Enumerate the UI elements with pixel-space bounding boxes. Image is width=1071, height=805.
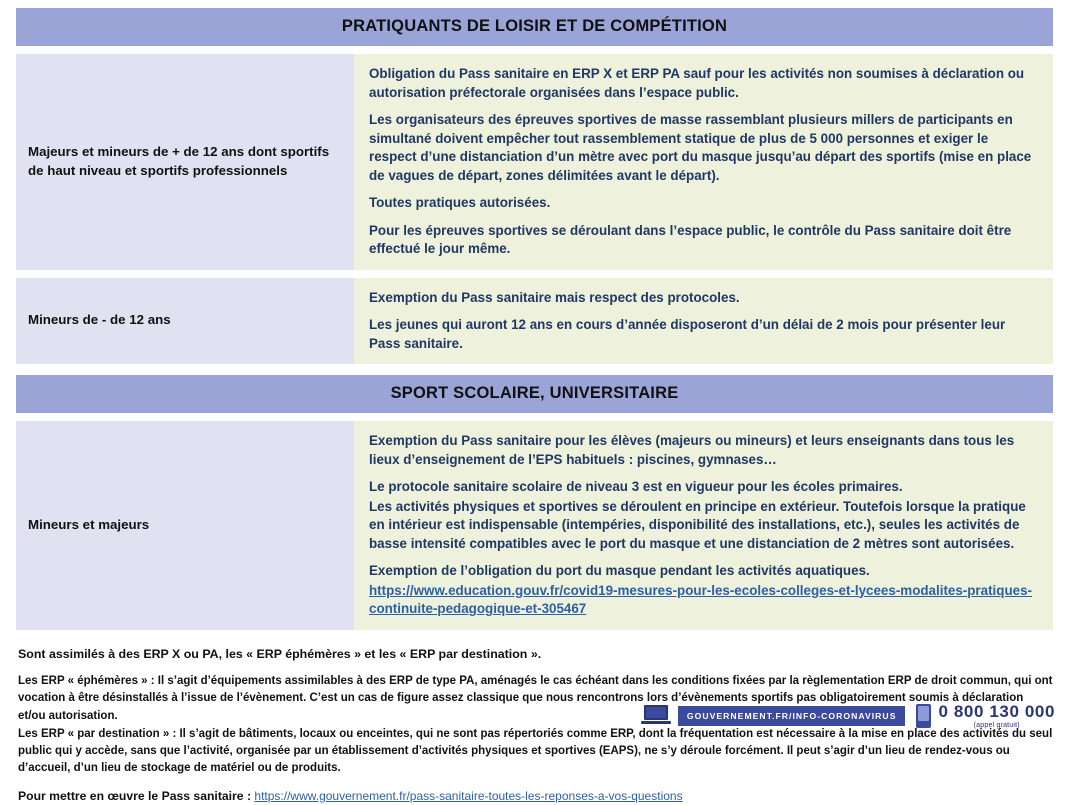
row-label-cell [16, 278, 354, 365]
row-content-cell [354, 54, 1053, 270]
content-paragraph: Exemption du Pass sanitaire mais respect des protocoles. [369, 289, 740, 305]
footer-paragraph-destination: Les ERP « par destination » : Il s’agit de bâtiments, locaux ou enceintes, qui ne sont pas répertoriés comme ERP, dont la fréquentation est nécessaire à la mise en place des activités du seul public qui y accède, sans que l’activité, organisée par un établissement d’activités physiques et sportives (EAPS), ne s’y déroule forcément. Il peut s’agir d’un lieu de rendez-vous ou d’accueil, d’un lieu de stockage de matériel ou de produits. [18, 727, 1053, 775]
content-paragraph: Toutes pratiques autorisées. [369, 195, 551, 210]
section-band-sport-scolaire: SPORT SCOLAIRE, UNIVERSITAIRE [16, 375, 1053, 413]
table-row [16, 278, 1053, 365]
education-gouv-link[interactable]: https://www.education.gouv.fr/covid19-mesures-pour-les-ecoles-colleges-et-lycees-modalites-pratiques-continuite-pedagogique-et-305467 [369, 582, 1032, 616]
row-content-cell [354, 421, 1053, 630]
section-gap [16, 364, 1053, 375]
smartphone-icon [916, 704, 931, 728]
footer-paragraph-ephemeres: Les ERP « éphémères » : Il s’agit d’équipements assimilables à des ERP de type PA, aménagés le cas échéant dans les conditions fixées par la règlementation ERP de droit commun, qui ont vocation à être désinstallés à l’issue de l’évènement. C’est un cas de figure assez classique que nous rencontrons lors d’évènements sportifs pas obligatoirement soumis à déclaration et/ou autorisation. [18, 675, 1053, 722]
row-label-cell [16, 54, 354, 270]
footer-lead: Sont assimilés à des ERP X ou PA, les « ERP éphémères » et les « ERP par destination ». [18, 646, 542, 661]
content-paragraph: Le protocole sanitaire scolaire de niveau 3 est en vigueur pour les écoles primaires. [369, 479, 903, 494]
row-gap [16, 46, 1053, 54]
row-label: Mineurs et majeurs [28, 516, 150, 532]
content-paragraph: Les activités physiques et sportives se déroulent en principe en extérieur. Toutefois lorsque la pratique en intérieur est indispensable (intempéries, disponibilité des installations, etc.), seules les activités de basse intensité compatibles avec le port du masque et une distanciation de 2 mètres sont autorisées. [369, 498, 1026, 551]
laptop-icon [641, 705, 671, 727]
content-paragraph: Les organisateurs des épreuves sportives de masse rassemblant plusieurs millers de participants en simultané doivent empêcher tout rassemblement statique de plus de 5 000 personnes et exiger le respect d’une distanciation d’un mètre avec port du masque jusqu’au départ des sportifs (mise en place de vagues de départ, zones délimitées avant le départ). [369, 112, 1032, 183]
phone-number-note: (appel gratuit) [973, 722, 1020, 729]
content-link-paragraph [369, 582, 1039, 619]
footer-final-line [18, 788, 1053, 805]
row-label-cell [16, 421, 354, 630]
row-label: Majeurs et mineurs de + de 12 ans dont sportifs de haut niveau et sportifs professionnels [28, 143, 330, 178]
table-row [16, 54, 1053, 270]
phone-number: 0 800 130 000 [938, 702, 1055, 721]
table-row [16, 421, 1053, 630]
content-paragraph: Pour les épreuves sportives se déroulant dans l’espace public, le contrôle du Pass sanitaire doit être effectué le jour même. [369, 222, 1012, 256]
section-band-loisir-competition: PRATIQUANTS DE LOISIR ET DE COMPÉTITION [16, 8, 1053, 46]
row-gap [16, 270, 1053, 278]
phone-number-block [938, 703, 1055, 729]
content-paragraph: Les jeunes qui auront 12 ans en cours d’année disposeront d’un délai de 2 mois pour présenter leur Pass sanitaire. [369, 317, 1006, 351]
row-content-cell [354, 278, 1053, 365]
gov-website-pill[interactable]: GOUVERNEMENT.FR/INFO-CORONAVIRUS [678, 706, 906, 726]
row-gap [16, 413, 1053, 421]
content-paragraph: Exemption de l’obligation du port du masque pendant les activités aquatiques. [369, 563, 870, 578]
row-label: Mineurs de - de 12 ans [28, 312, 171, 328]
content-paragraph: Obligation du Pass sanitaire en ERP X et ERP PA sauf pour les activités non soumises à déclaration ou autorisation préfectorale organisées dans l’espace public. [369, 66, 1025, 100]
gouvernement-pass-sanitaire-link[interactable]: https://www.gouvernement.fr/pass-sanitaire-toutes-les-reponses-a-vos-questions [254, 788, 683, 803]
government-contact-badge [641, 703, 1055, 729]
content-paragraph: Exemption du Pass sanitaire pour les élèves (majeurs ou mineurs) et leurs enseignants dans tous les lieux d’enseignement de l’EPS habituels : piscines, gymnases… [369, 433, 1015, 467]
footer-final-label: Pour mettre en œuvre le Pass sanitaire : [18, 788, 255, 803]
